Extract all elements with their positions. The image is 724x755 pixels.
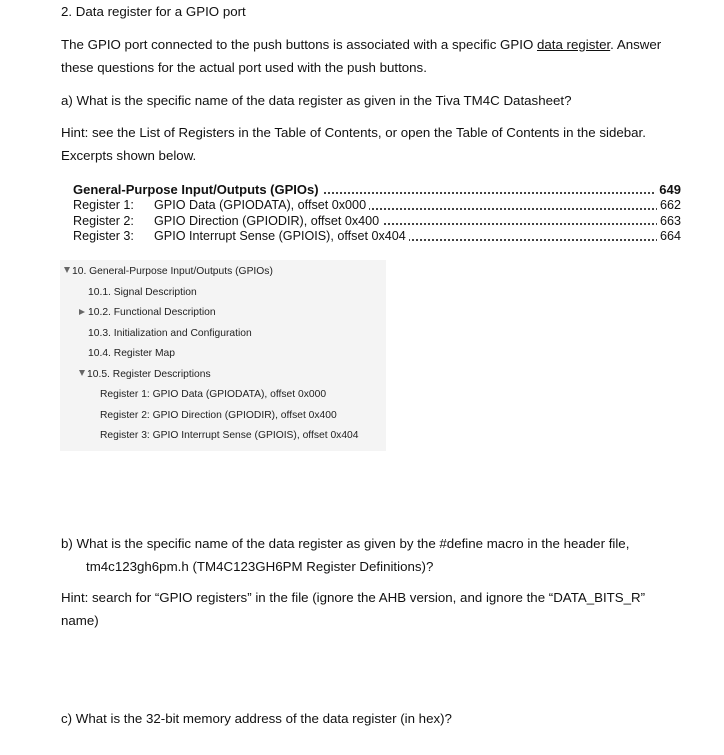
sidebar-item-gpio[interactable]: [64, 265, 273, 279]
intro-text-end: . Answer: [610, 37, 662, 52]
sidebar-item-register-1[interactable]: Register 1: GPIO Data (GPIODATA), offset 0x000: [100, 389, 327, 400]
toc-main-page: 649: [656, 181, 681, 198]
toc-main-row: [73, 181, 681, 198]
expand-down-icon[interactable]: [64, 267, 70, 273]
sidebar-item-label: 10.2. Functional Description: [88, 307, 216, 318]
question-b: [61, 532, 629, 578]
toc-excerpt: [73, 181, 681, 245]
toc-row: [73, 229, 681, 245]
toc-main-title: General-Purpose Input/Outputs (GPIOs): [73, 181, 322, 198]
expand-down-icon[interactable]: [79, 370, 85, 376]
section-heading: 2. Data register for a GPIO port: [61, 4, 246, 19]
sidebar-item-functional-description[interactable]: [79, 306, 216, 320]
expand-right-icon[interactable]: [79, 309, 85, 315]
toc-row-label: Register 3:: [73, 229, 134, 243]
sidebar-item-register-map[interactable]: 10.4. Register Map: [88, 348, 175, 359]
toc-row-text: GPIO Data (GPIODATA), offset 0x000: [154, 198, 367, 212]
sidebar-toc: [60, 260, 386, 451]
hint-a-line2: Excerpts shown below.: [61, 148, 197, 163]
intro-text-line2: these questions for the actual port used with the push buttons.: [61, 60, 427, 75]
sidebar-item-label: 10. General-Purpose Input/Outputs (GPIOs): [72, 266, 273, 277]
toc-row-text: GPIO Direction (GPIODIR), offset 0x400: [154, 213, 380, 228]
hint-b-line1: Hint: search for “GPIO registers” in the file (ignore the AHB version, and ignore the “DATA_BITS_R”: [61, 590, 646, 605]
question-b-line1: b) What is the specific name of the data register as given by the #define macro in the header file,: [61, 536, 630, 551]
toc-row: [73, 214, 681, 230]
toc-row-label: Register 1:: [73, 198, 134, 212]
hint-b: [61, 586, 645, 632]
question-b-line2: tm4c123gh6pm.h (TM4C123GH6PM Register Definitions)?: [86, 559, 434, 574]
toc-row-text: GPIO Interrupt Sense (GPIOIS), offset 0x404: [154, 229, 406, 243]
data-register-link[interactable]: data register: [536, 37, 611, 52]
sidebar-item-register-2[interactable]: Register 2: GPIO Direction (GPIODIR), offset 0x400: [100, 410, 337, 421]
toc-row-page: 664: [657, 229, 681, 245]
sidebar-item-register-3[interactable]: Register 3: GPIO Interrupt Sense (GPIOIS), offset 0x404: [100, 430, 359, 441]
hint-a-line1: Hint: see the List of Registers in the Table of Contents, or open the Table of Contents in the sidebar.: [61, 125, 646, 140]
intro-text: The GPIO port connected to the push buttons is associated with a specific GPIO: [61, 37, 537, 52]
toc-row-page: 663: [657, 214, 681, 230]
hint-b-line2: name): [61, 613, 99, 628]
question-c: c) What is the 32-bit memory address of the data register (in hex)?: [61, 711, 452, 726]
sidebar-item-signal-description[interactable]: 10.1. Signal Description: [88, 287, 197, 298]
intro-paragraph: [61, 33, 661, 79]
question-a: a) What is the specific name of the data register as given in the Tiva TM4C Datasheet?: [61, 93, 572, 108]
hint-a: [61, 121, 646, 167]
toc-row-label: Register 2:: [73, 213, 134, 228]
toc-row-page: 662: [657, 198, 681, 214]
sidebar-item-register-descriptions[interactable]: [79, 368, 211, 382]
sidebar-item-initialization[interactable]: 10.3. Initialization and Configuration: [88, 328, 252, 339]
sidebar-item-label: 10.5. Register Descriptions: [87, 369, 211, 380]
toc-row: [73, 198, 681, 214]
